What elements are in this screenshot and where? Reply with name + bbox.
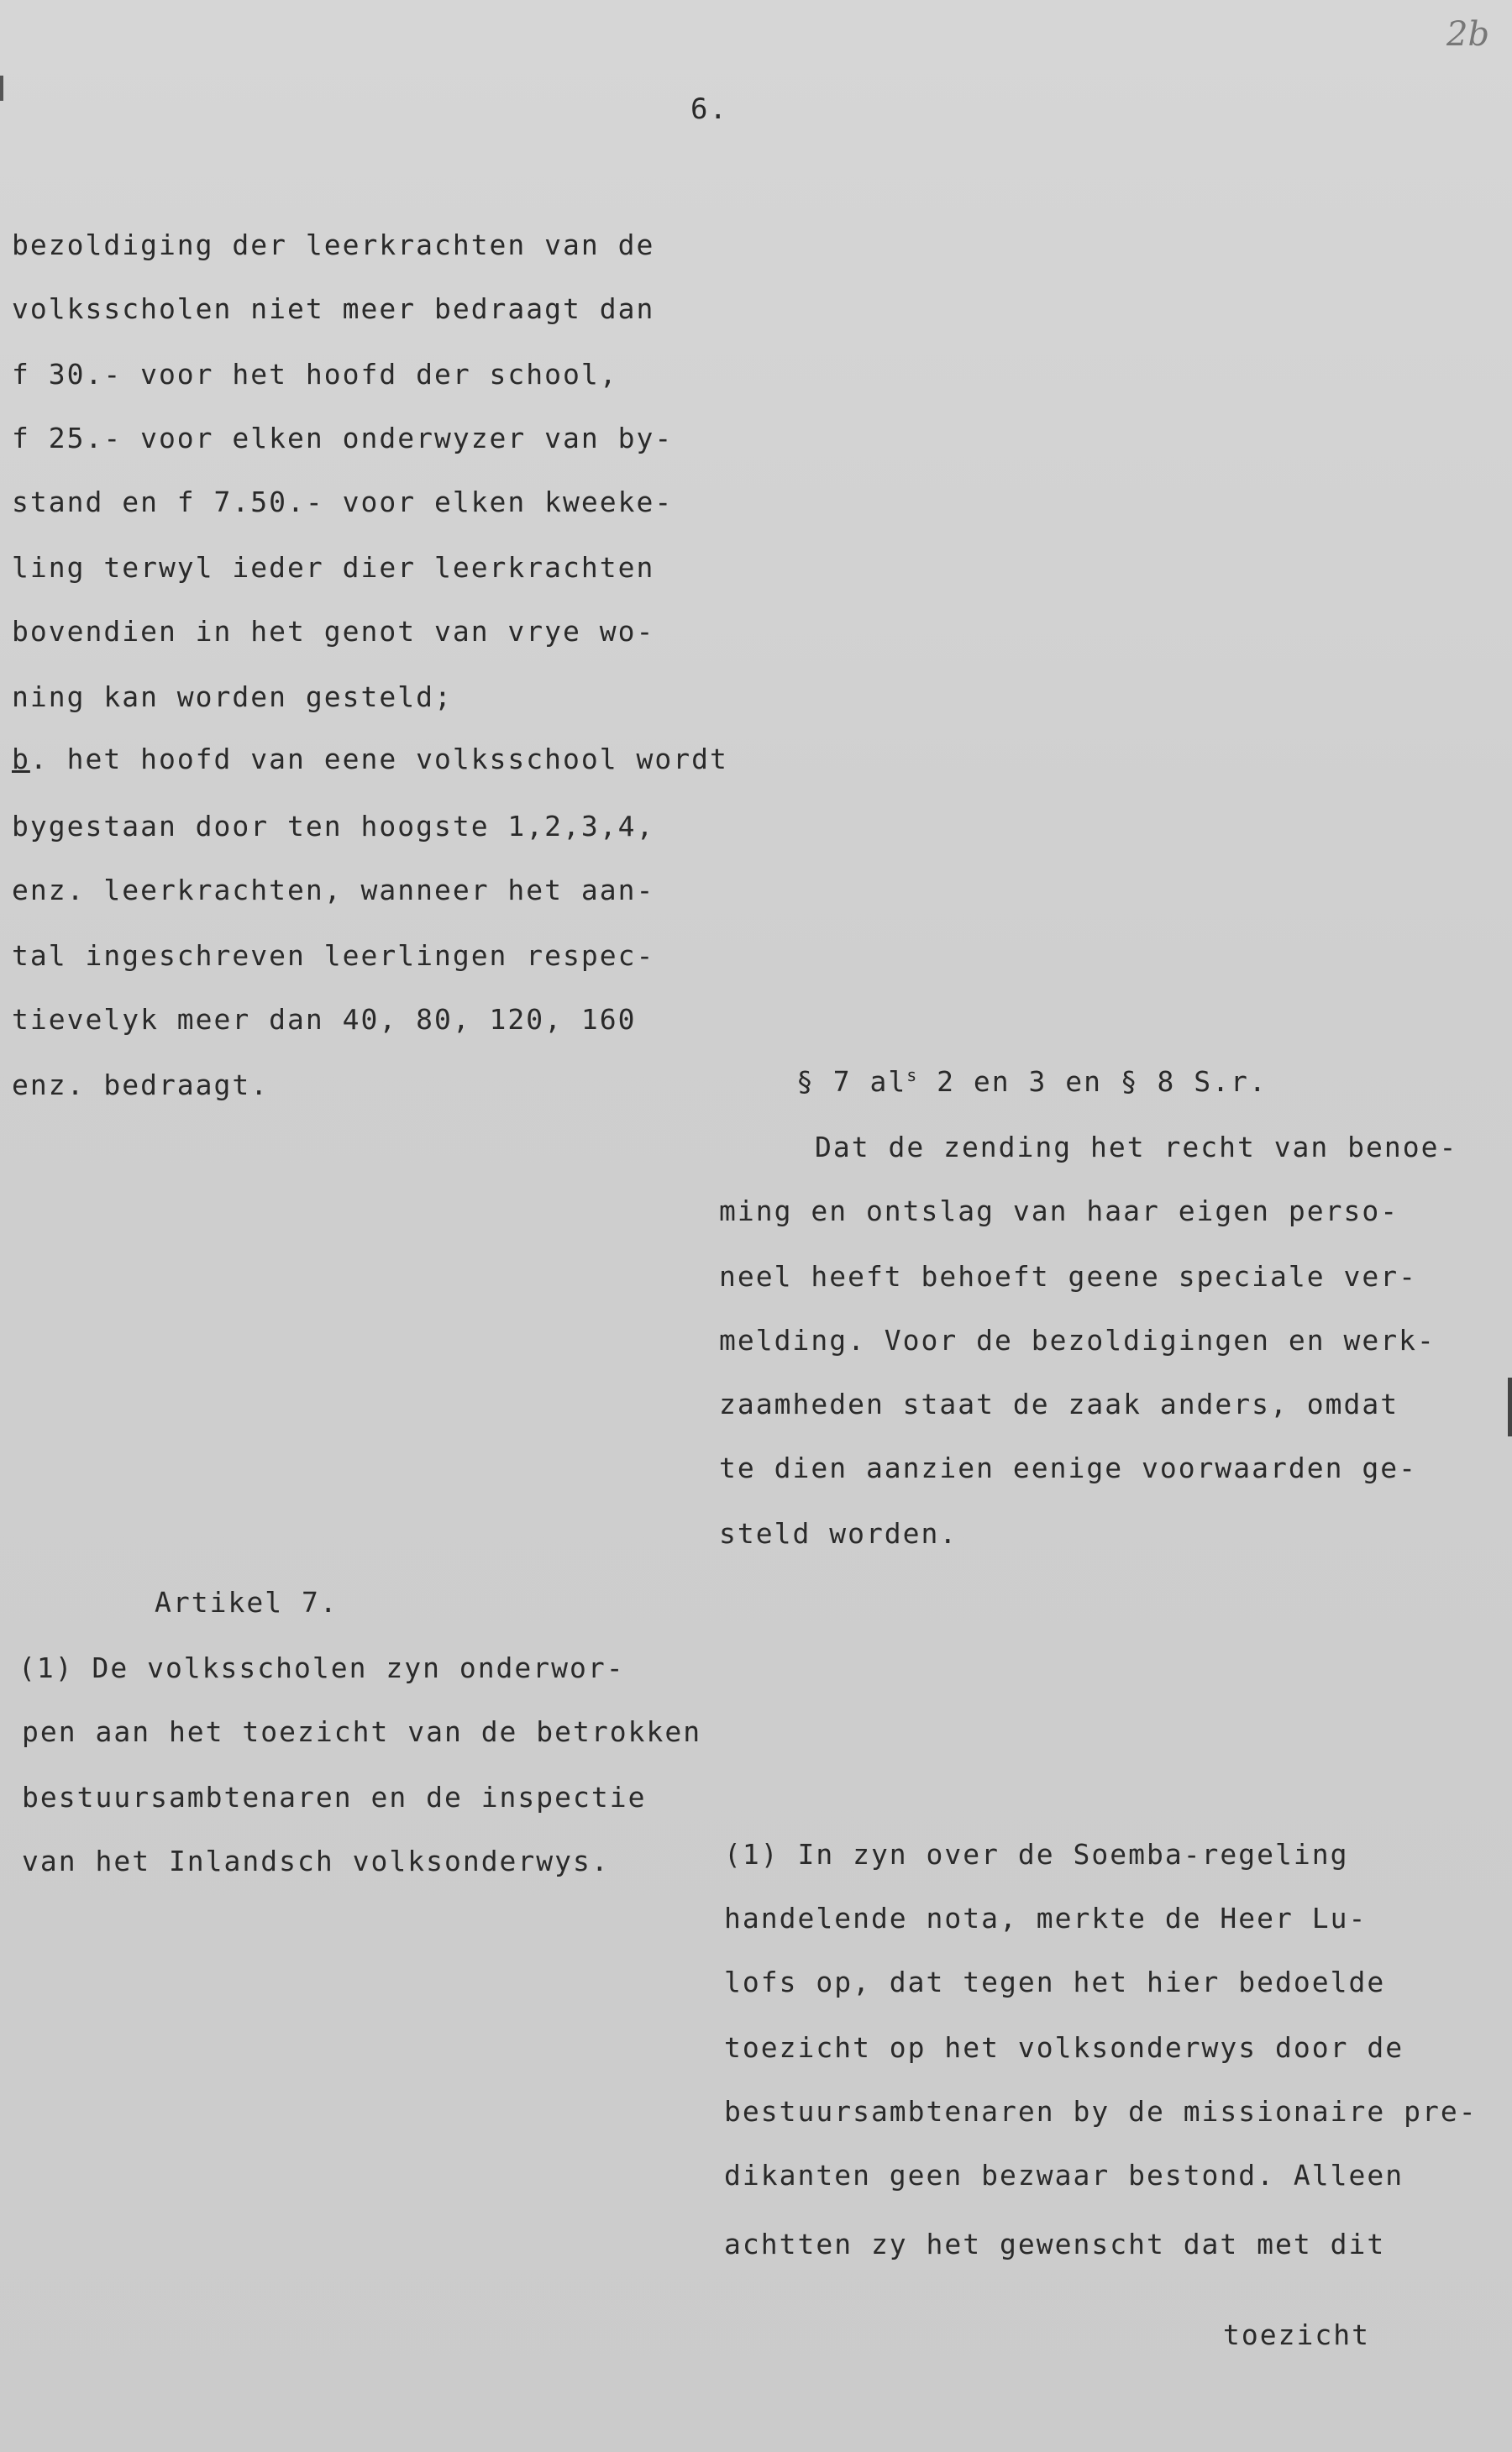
text-line: ling terwyl ieder dier leerkrachten <box>12 551 655 584</box>
text-line: enz. bedraagt. <box>12 1068 270 1101</box>
commentary-line: achtten zy het gewenscht dat met dit <box>724 2228 1386 2260</box>
page-number: 6. <box>690 92 728 126</box>
commentary-line: te dien aanzien eenige voorwaarden ge- <box>719 1452 1417 1484</box>
article-line: (1) De volksscholen zyn onderwor- <box>18 1651 625 1684</box>
commentary-line: zaamheden staat de zaak anders, omdat <box>719 1388 1399 1420</box>
article-heading: Artikel 7. <box>155 1586 339 1619</box>
commentary-line: toezicht op het volksonderwys door de <box>724 2031 1404 2064</box>
commentary-line: (1) In zyn over de Soemba-regeling <box>724 1838 1349 1871</box>
text-line: bovendien in het genot van vrye wo- <box>12 615 655 648</box>
handwritten-folio-mark: 2b <box>1446 15 1490 54</box>
commentary-line: dikanten geen bezwaar bestond. Alleen <box>724 2159 1404 2192</box>
text-line: stand en f 7.50.- voor elken kweeke- <box>12 486 674 518</box>
commentary-line: handelende nota, merkte de Heer Lu- <box>724 1902 1368 1935</box>
reference-text: 2 en 3 en § 8 S.r. <box>918 1065 1268 1098</box>
commentary-line: neel heeft behoeft geene speciale ver- <box>719 1260 1417 1293</box>
text-line <box>12 743 728 776</box>
commentary-line: steld worden. <box>719 1517 958 1550</box>
article-line: pen aan het toezicht van de betrokken <box>22 1715 702 1748</box>
commentary-line: ming en ontslag van haar eigen perso- <box>719 1194 1399 1227</box>
text-line: tal ingeschreven leerlingen respec- <box>12 939 655 972</box>
text-line: ning kan worden gesteld; <box>12 680 453 713</box>
catchword: toezicht <box>1223 2318 1370 2351</box>
text-line: tievelyk meer dan 40, 80, 120, 160 <box>12 1003 637 1036</box>
text-line: enz. leerkrachten, wanneer het aan- <box>12 874 655 906</box>
scan-edge-mark <box>0 76 3 101</box>
commentary-line: Dat de zending het recht van benoe- <box>815 1131 1458 1163</box>
reference-text: § 7 al <box>796 1065 907 1098</box>
text-line-rest: . het hoofd van eene volksschool wordt <box>29 743 728 775</box>
commentary-line: melding. Voor de bezoldigingen en werk- <box>719 1324 1436 1357</box>
article-line: van het Inlandsch volksonderwys. <box>22 1845 610 1877</box>
text-line: f 25.- voor elken onderwyzer van by- <box>12 422 674 454</box>
item-marker: b <box>12 743 30 775</box>
article-line: bestuursambtenaren en de inspectie <box>22 1781 647 1814</box>
reference-superscript: s <box>906 1065 919 1085</box>
scan-edge-mark <box>1508 1378 1512 1436</box>
commentary-line: lofs op, dat tegen het hier bedoelde <box>724 1966 1386 1998</box>
legal-reference <box>796 1065 1268 1099</box>
text-line: bezoldiging der leerkrachten van de <box>12 228 655 261</box>
text-line: volksscholen niet meer bedraagt dan <box>12 292 655 325</box>
text-line: f 30.- voor het hoofd der school, <box>12 358 618 391</box>
commentary-line: bestuursambtenaren by de missionaire pre- <box>724 2095 1478 2128</box>
text-line: bygestaan door ten hoogste 1,2,3,4, <box>12 810 655 843</box>
